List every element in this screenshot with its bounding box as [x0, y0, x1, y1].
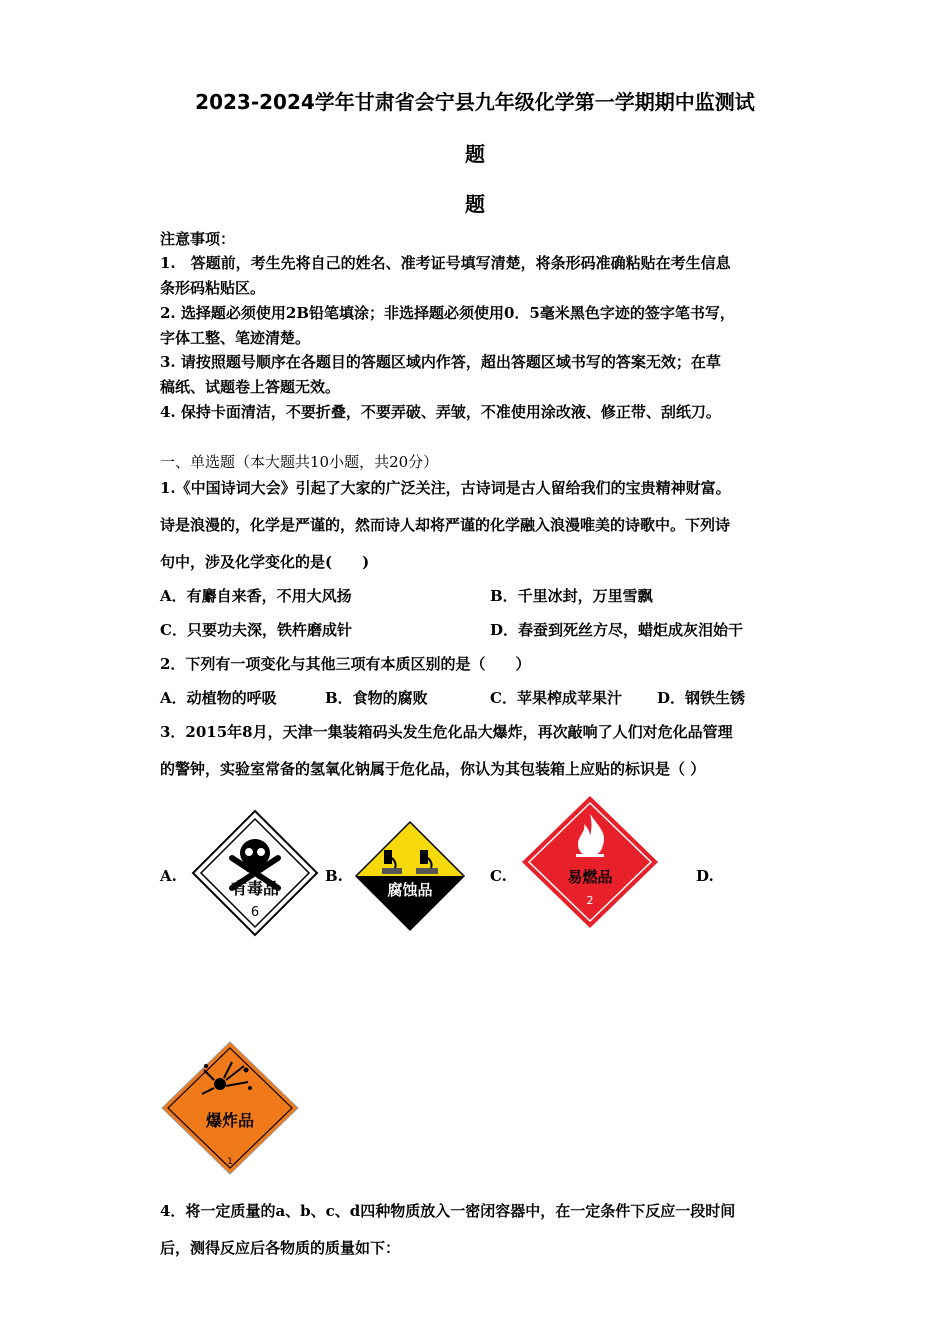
explosive-sign-number: 1	[227, 1157, 233, 1167]
question-2-option-d: D．钢铁生锈	[657, 689, 746, 707]
question-1-stem: 诗是浪漫的，化学是严谨的，然而诗人却将严谨的化学融入浪漫唯美的诗歌中。下列诗	[160, 516, 731, 534]
question-3-stem: 的警钟，实验室常备的氢氧化钠属于危化品，你认为其包装箱上应贴的标识是（ ）	[160, 760, 706, 778]
toxic-hazard-sign	[190, 808, 320, 938]
question-2-option-b: B．食物的腐败	[325, 689, 428, 707]
toxic-sign-text: 有毒品	[230, 879, 280, 898]
question-1-option-c: C．只要功夫深，铁杵磨成针	[160, 621, 352, 639]
question-2-option-a: A．动植物的呼吸	[160, 689, 277, 707]
notice-item: 稿纸、试题卷上答题无效。	[160, 378, 341, 396]
flammable-sign-number: 2	[586, 894, 594, 907]
notice-item: 3. 请按照题号顺序在各题目的答题区域内作答，超出答题区域书写的答案无效；在草	[160, 353, 721, 371]
question-1-option-a: A．有麝自来香，不用大风扬	[160, 587, 352, 605]
question-1-option-b: B．千里冰封，万里雪飘	[490, 587, 653, 605]
section-heading: 一、单选题（本大题共10小题，共20分）	[160, 453, 439, 471]
corrosive-sign-text: 腐蚀品	[387, 881, 433, 899]
corrosive-hazard-sign	[354, 820, 466, 932]
notice-heading: 注意事项：	[160, 230, 236, 248]
question-3-option-c-label: C.	[490, 867, 507, 885]
question-1-stem: 1.《中国诗词大会》引起了大家的广泛关注，古诗词是古人留给我们的宝贵精神财富。	[160, 479, 731, 497]
explosive-hazard-sign	[160, 1040, 300, 1176]
question-2-stem: 2．下列有一项变化与其他三项有本质区别的是（ ）	[160, 655, 531, 673]
page-title-continuation: 题	[465, 142, 485, 166]
explosive-sign-text: 爆炸品	[205, 1111, 255, 1130]
notice-item: 条形码粘贴区。	[160, 279, 266, 297]
page-title: 2023-2024学年甘肃省会宁县九年级化学第一学期期中监测试	[195, 90, 755, 114]
question-1-option-d: D．春蚕到死丝方尽，蜡炬成灰泪始干	[490, 621, 744, 639]
flammable-hazard-sign	[520, 794, 660, 930]
question-3-stem: 3．2015年8月，天津一集装箱码头发生危化品大爆炸，再次敲响了人们对危化品管理	[160, 723, 733, 741]
flammable-sign-text: 易燃品	[567, 868, 613, 886]
toxic-sign-number: 6	[250, 905, 260, 920]
question-4-stem: 后，测得反应后各物质的质量如下：	[160, 1239, 401, 1257]
notice-item: 字体工整、笔迹清楚。	[160, 329, 311, 347]
notice-item: 1. 答题前，考生先将自己的姓名、准考证号填写清楚，将条形码准确粘贴在考生信息	[160, 254, 731, 272]
question-1-stem: 句中，涉及化学变化的是( )	[160, 553, 370, 571]
notice-item: 2. 选择题必须使用2B铅笔填涂；非选择题必须使用0．5毫米黑色字迹的签字笔书写，	[160, 304, 735, 322]
question-3-option-a-label: A.	[160, 867, 177, 885]
question-4-stem: 4．将一定质量的a、b、c、d四种物质放入一密闭容器中，在一定条件下反应一段时间	[160, 1202, 736, 1220]
question-3-option-d-label: D.	[696, 867, 714, 885]
question-2-option-c: C．苹果榨成苹果汁	[490, 689, 622, 707]
notice-item: 4. 保持卡面清洁，不要折叠，不要弄破、弄皱，不准使用涂改液、修正带、刮纸刀。	[160, 403, 721, 421]
question-3-option-b-label: B.	[325, 867, 343, 885]
page-subtitle: 题	[465, 192, 485, 216]
